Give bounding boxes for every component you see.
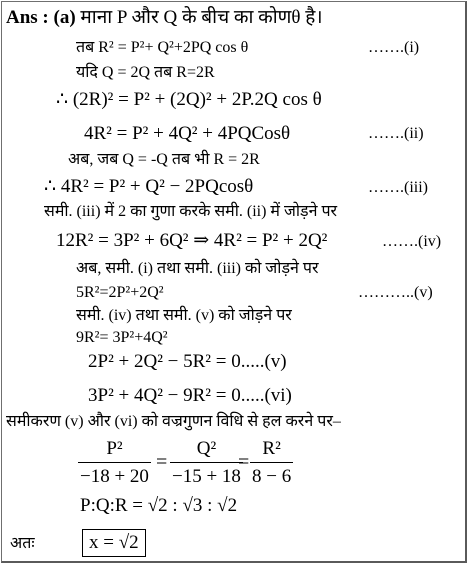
line-1: माना P और Q के बीच का कोणθ है। (80, 7, 323, 28)
line-11: 5R²=2P²+2Q² (76, 284, 164, 301)
line-8: समी. (iii) में 2 का गुणा करके समी. (ii) में जोड़ने पर (44, 203, 338, 220)
fraction-bar (78, 462, 151, 463)
ref-ii: …….(ii) (368, 125, 424, 142)
line-9: 12R² = 3P² + 6Q² ⇒ 4R² = P² + 2Q² (56, 230, 328, 251)
conclusion-label: अतः (10, 535, 35, 552)
line-14: 2P² + 2Q² − 5R² = 0.....(v) (88, 351, 287, 372)
fraction-r-denominator: 8 − 6 (252, 466, 292, 487)
line-7: ∴ 4R² = P² + Q² − 2PQcosθ (44, 176, 254, 197)
fraction-q (170, 438, 243, 488)
final-answer: x = √2 (89, 532, 139, 553)
fraction-p (78, 438, 151, 488)
fraction-r-numerator: R² (262, 438, 281, 459)
fraction-bar (170, 462, 243, 463)
ref-i: …….(i) (368, 39, 420, 56)
line-3: यदि Q = 2Q तब R=2R (76, 64, 215, 81)
fraction-p-numerator: P² (106, 438, 123, 459)
final-answer-box (82, 529, 146, 557)
line-16: समीकरण (v) और (vi) को वज्रगुणन विधि से हल करने पर– (6, 413, 341, 430)
answer-header (6, 6, 323, 30)
line-15: 3P² + 4Q² − 9R² = 0.....(vi) (88, 385, 292, 406)
fraction-p-denominator: −18 + 20 (80, 466, 149, 487)
fraction-q-denominator: −15 + 18 (172, 466, 241, 487)
line-10: अब, समी. (i) तथा समी. (iii) को जोड़ने पर (76, 260, 319, 277)
fraction-bar (250, 462, 293, 463)
line-2: तब R² = P²+ Q²+2PQ cos θ (76, 39, 249, 56)
line-13: 9R²= 3P²+4Q² (76, 329, 168, 346)
ans-label: Ans : (a) (6, 7, 76, 28)
equals-sign-2: = (238, 451, 250, 473)
line-4: ∴ (2R)² = P² + (2Q)² + 2P.2Q cos θ (56, 89, 322, 110)
fraction-q-numerator: Q² (196, 438, 217, 459)
ref-iii: …….(iii) (368, 179, 428, 196)
fraction-r (250, 438, 293, 488)
ref-v: ………..(v) (358, 284, 433, 301)
line-5: 4R² = P² + 4Q² + 4PQCosθ (84, 123, 291, 144)
ref-iv: …….(iv) (382, 233, 442, 250)
equals-sign-1: = (156, 451, 168, 473)
ratio-line: P:Q:R = √2 : √3 : √2 (80, 495, 238, 516)
line-12: समी. (iv) तथा समी. (v) को जोड़ने पर (76, 307, 292, 324)
line-6: अब, जब Q = -Q तब भी R = 2R (68, 151, 260, 168)
